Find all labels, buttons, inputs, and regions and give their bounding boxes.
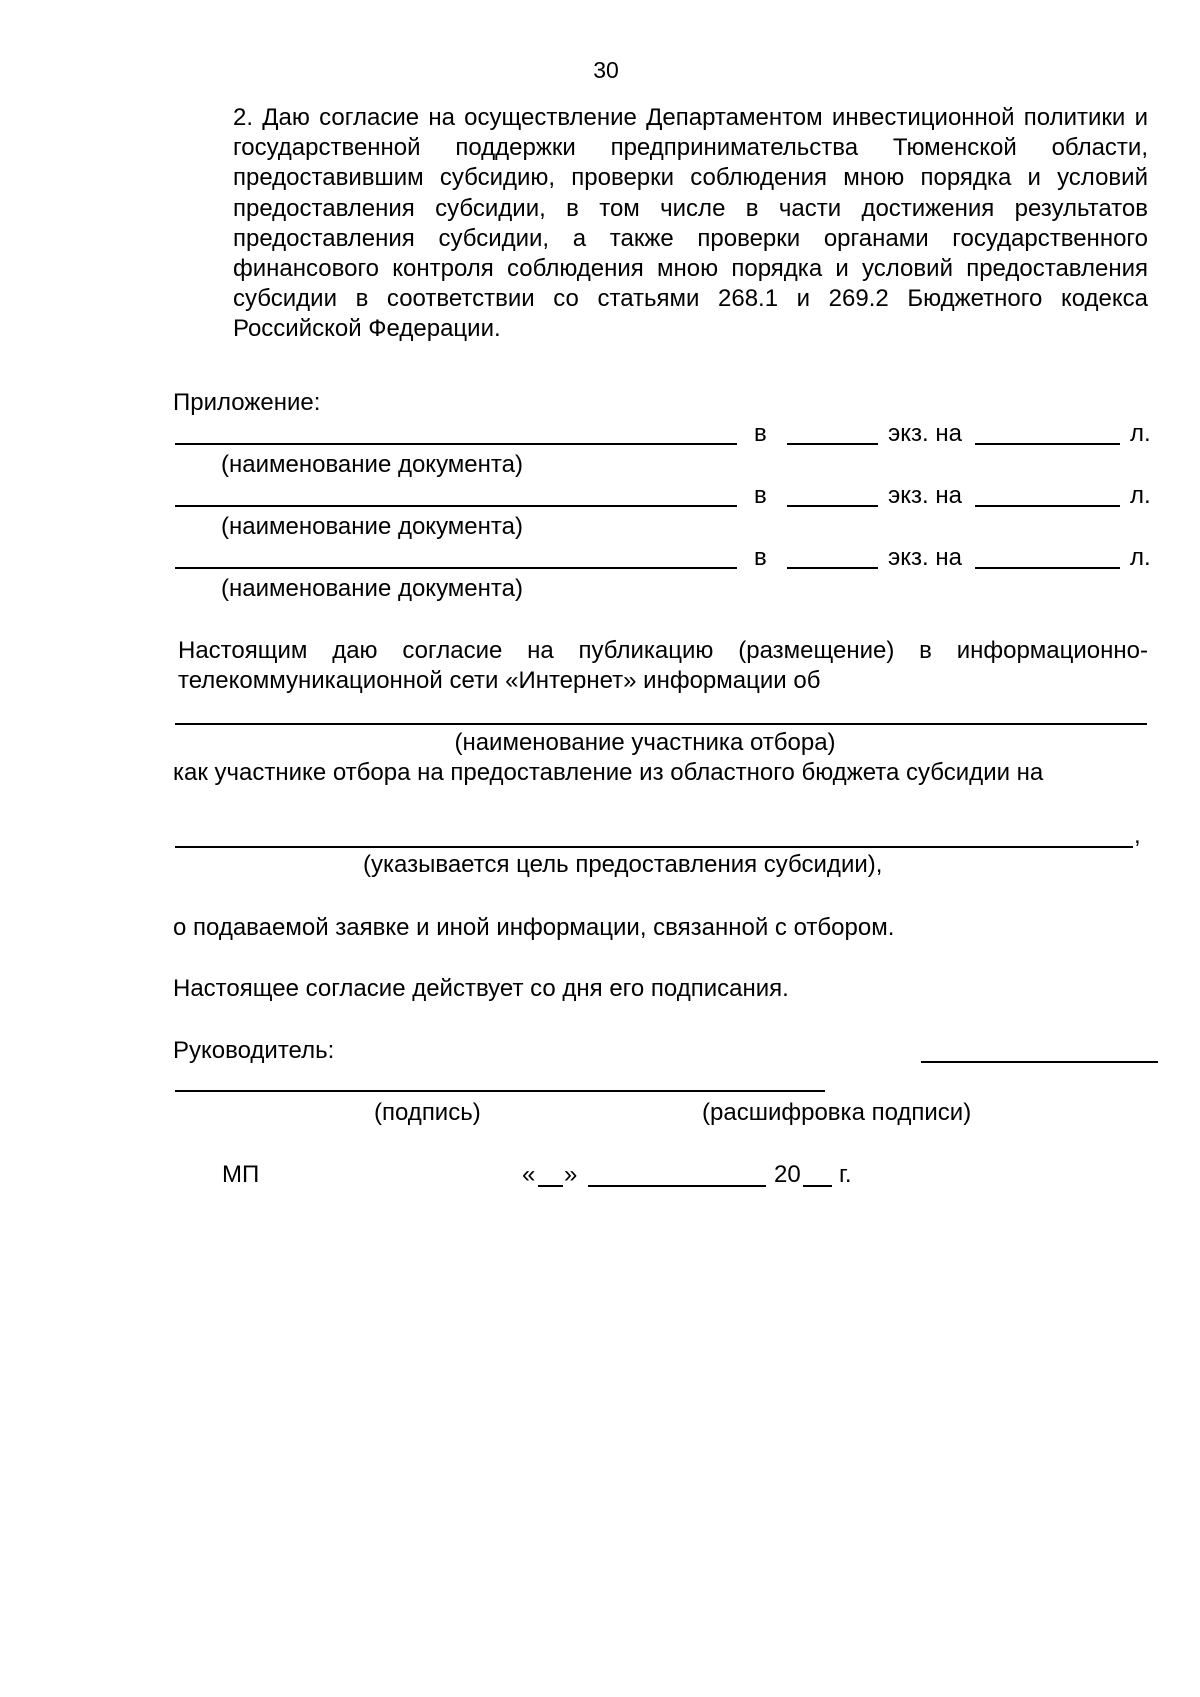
attachment-1-sheets-line [975, 443, 1120, 445]
signature-caption: (подпись) [374, 1099, 481, 1126]
application-text: о подаваемой заявке и иной информации, связанной с отбором. [173, 914, 895, 941]
purpose-caption: (указывается цель предоставления субсидии), [363, 851, 883, 878]
attachments-label: Приложение: [173, 389, 321, 416]
attachment-3-in: в [754, 544, 767, 571]
as-participant-text: как участнике отбора на предоставление из областного бюджета субсидии на [173, 759, 1044, 786]
attachment-1-copies-label: экз. на [888, 420, 962, 447]
attachment-3-sheets-line [975, 567, 1120, 569]
stamp-label: МП [222, 1161, 260, 1188]
attachment-3-name-line [175, 567, 737, 569]
attachment-1-in: в [754, 420, 767, 447]
attachment-2-caption: (наименование документа) [221, 513, 523, 540]
signature-line [175, 1090, 825, 1092]
validity-text: Настоящее согласие действует со дня его подписания. [173, 975, 789, 1002]
attachment-1-name-line [175, 443, 737, 445]
date-month-line [588, 1185, 766, 1187]
publication-consent-text: Настоящим даю согласие на публикацию (размещение) в информационно-телекоммуникационной сети «Интернет» информации об [178, 637, 1148, 695]
attachment-3-copies-line [787, 567, 878, 569]
transcript-line [921, 1061, 1158, 1063]
date-close-quote: » [564, 1161, 578, 1188]
attachment-1-sheets-label: л. [1130, 420, 1151, 447]
attachment-2-copies-line [787, 505, 878, 507]
consent-paragraph-text: 2. Даю согласие на осуществление Департаментом инвестиционной политики и государственной поддержки предпринимательства Тюменской области, предоставившим субсидию, проверки соблюдения мною порядка и условий предоставления субсидии, в том числе в части достижения результатов предоставления субсидии, а также проверки органами государственного финансового контроля соблюдения мною порядка и условий предоставления субсидии в соответствии со статьями 268.1 и 269.2 Бюджетного кодекса Российской Федерации. [233, 104, 1148, 343]
page-number: 30 [593, 57, 619, 83]
attachment-1-copies-line [787, 443, 878, 445]
participant-name-line [175, 723, 1147, 725]
attachment-2-sheets-label: л. [1130, 482, 1151, 509]
attachment-1-caption: (наименование документа) [221, 451, 523, 478]
transcript-caption: (расшифровка подписи) [702, 1099, 972, 1126]
attachment-3-copies-label: экз. на [888, 544, 962, 571]
attachment-3-sheets-label: л. [1130, 544, 1151, 571]
purpose-line [175, 846, 1133, 848]
date-day-line [538, 1185, 563, 1187]
date-open-quote: « [522, 1161, 536, 1188]
attachment-2-sheets-line [975, 505, 1120, 507]
attachment-2-copies-label: экз. на [888, 482, 962, 509]
consent-paragraph [173, 103, 1148, 345]
year-suffix: г. [839, 1161, 852, 1188]
year-prefix: 20 [774, 1161, 801, 1188]
attachment-2-name-line [175, 505, 737, 507]
purpose-comma: , [1134, 822, 1141, 849]
date-year-line [803, 1185, 832, 1187]
participant-caption: (наименование участника отбора) [454, 729, 836, 756]
head-label: Руководитель: [173, 1037, 335, 1064]
attachment-3-caption: (наименование документа) [221, 575, 523, 602]
attachment-2-in: в [754, 482, 767, 509]
